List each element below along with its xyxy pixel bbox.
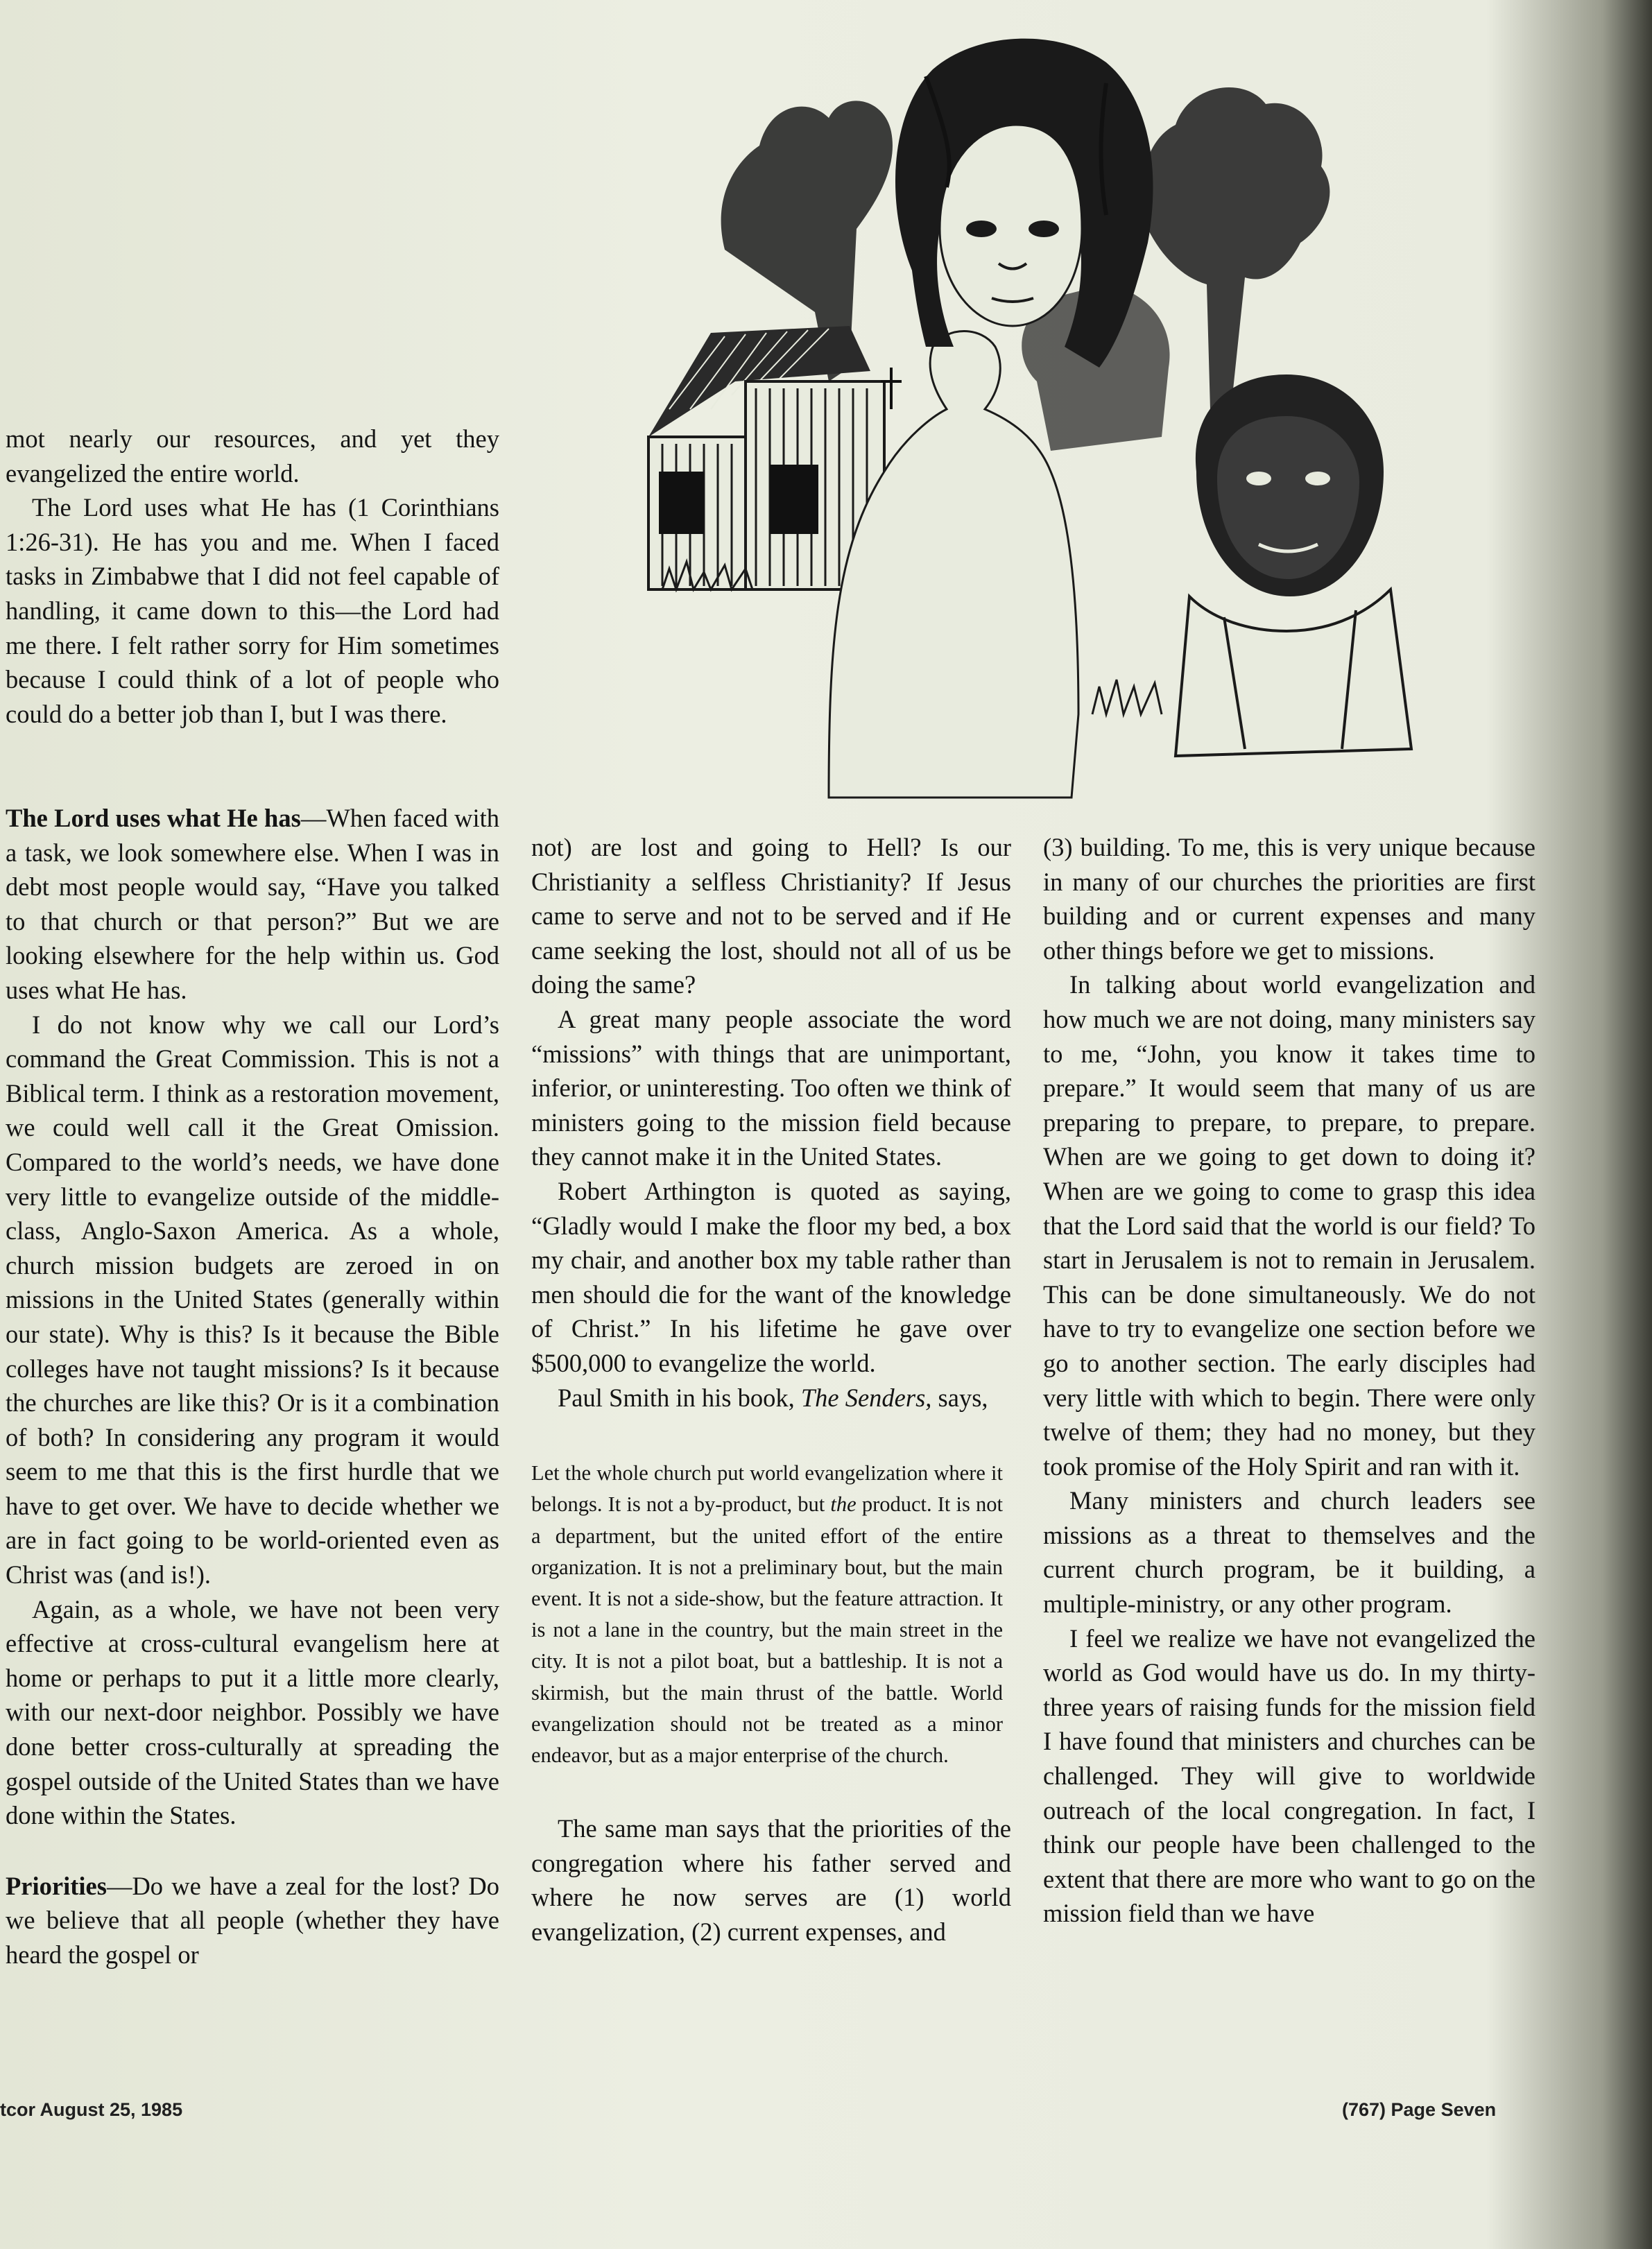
- footer-date: tcor August 25, 1985: [0, 2099, 183, 2120]
- quote-emphasis: the: [830, 1492, 857, 1517]
- paragraph-text: —When faced with a task, we look somewhere else. When I was in debt most people would say, “Have you talked to that church or that person?” But we are looking elsewhere for the help within us. God uses what He has.: [6, 804, 499, 1004]
- paragraph-text: says,: [931, 1383, 988, 1412]
- paragraph: mot nearly our resources, and yet they evangelized the entire world.: [6, 424, 499, 488]
- column-3: [1043, 830, 1535, 1931]
- paragraph: (3) building. To me, this is very unique because in many of our churches the priorities are first building and or current expenses and many other things before we get to missions.: [1043, 833, 1535, 965]
- girl-portrait: [895, 39, 1153, 368]
- paragraph: I do not know why we call our Lord’s command the Great Commission. This is not a Biblical term. I think as a restoration movement, we could well call it the Great Omission. Compared to the world’s needs, we have done very little to evangelize outside of the middle-class, Anglo-Saxon America. As a whole, church mission budgets are zeroed in on missions in the United States (generally within our state). Why is this? Is it because the Bible colleges have not taught missions? Is it because the churches are like this? Or is it a combination of both? In considering any program it would seem to me that this is the first hurdle that we have to get over. We have to decide whether we are in fact going to be world-oriented even as Christ was (and is!).: [6, 1010, 499, 1589]
- column-2: [531, 830, 1011, 1949]
- paragraph: not) are lost and going to Hell? Is our Christianity a selfless Christianity? If Jesus came to serve and not to be served and if He came seeking the lost, should not all of us be doing the same?: [531, 833, 1011, 999]
- paragraph: [6, 1869, 499, 1972]
- paragraph: [531, 1381, 1011, 1415]
- paragraph: Again, as a whole, we have not been very effective at cross-cultural evangelism here at home or perhaps to put it a little more clearly, with our next-door neighbor. Possibly we have done better cross-culturally at spreading the gospel outside of the United States than we have done within the States.: [6, 1594, 499, 1830]
- paragraph-text: —Do we have a zeal for the lost? Do we believe that all people (whether they have heard the gospel or: [6, 1871, 499, 1969]
- paragraph-text: Paul Smith in his book,: [558, 1383, 801, 1412]
- footer-page-number: (767) Page Seven: [1342, 2099, 1497, 2120]
- paragraph: I feel we realize we have not evangelized the world as God would have us do. In my thirty-three years of raising funds for the mission field I have found that ministers and churches can be challenged. They will give to worldwide outreach of the local congregation. In fact, I think our people have been challenged to the extent that there are more who want to go on the mission field than we have: [1043, 1623, 1535, 1928]
- paragraph: A great many people associate the word “missions” with things that are unimportant, inferior, or uninteresting. Too often we think of ministers going to the mission field because they cannot make it in the United States.: [531, 1004, 1011, 1171]
- boy-portrait: [1176, 374, 1411, 756]
- paragraph: [6, 801, 499, 1008]
- paragraph: The Lord uses what He has (1 Corinthians 1:26-31). He has you and me. When I faced tasks in Zimbabwe that I did not feel capable of handling, it came down to this—the Lord had me there. I felt rather sorry for Him sometimes because I could think of a lot of people who could do a better job than I, but I was there.: [6, 493, 499, 728]
- quote-text: product. It is not a department, but the united effort of the entire organization. It is not a preliminary bout, but the main event. It is not a side-show, but the feature attraction. It is not a lane in the country, but the main street in the city. It is not a pilot boat, but a battleship. It is not a skirmish, but the main thrust of the battle. World evangelization should not be treated as a minor endeavor, but as a major enterprise of the church.: [531, 1492, 1003, 1767]
- column-1-bottom: [6, 801, 499, 1972]
- quote-text: Let the whole church put world evangelization where it belongs. It is not a by-product, but: [531, 1461, 1003, 1517]
- section-heading: Priorities: [6, 1871, 107, 1900]
- section-heading: The Lord uses what He has: [6, 804, 301, 832]
- paragraph: Many ministers and church leaders see missions as a threat to themselves and the current church program, be it building, a multiple-ministry, or any other program.: [1043, 1486, 1535, 1619]
- column-1-top: [6, 422, 499, 731]
- paragraph: Robert Arthington is quoted as saying, “Gladly would I make the floor my bed, a box my chair, and another box my table rather than men should die for the want of the knowledge of Christ.” In his lifetime he gave over $500,000 to evangelize the world.: [531, 1176, 1011, 1377]
- missions-illustration: [621, 21, 1470, 832]
- paragraph: The same man says that the priorities of the congregation where his father served and where he now serves are (1) world evangelization, (2) current expenses, and: [531, 1814, 1011, 1946]
- paragraph: In talking about world evangelization and how much we are not doing, many ministers say to me, “John, you know it takes time to prepare.” It would seem that many of us are preparing to prepare, to prepare, to prepare. When are we going to get down to doing it? When are we going to come to grasp this idea that the Lord said that the world is our field? To start in Jerusalem is not to remain in Jerusalem. This can be done simultaneously. We do not have to try to evangelize one section before we go to another section. The early disciples had very little with which to begin. There were only twelve of them; they had no money, but they took promise of the Holy Spirit and ran with it.: [1043, 970, 1535, 1481]
- book-title: The Senders,: [800, 1383, 932, 1412]
- block-quote: [531, 1458, 1003, 1771]
